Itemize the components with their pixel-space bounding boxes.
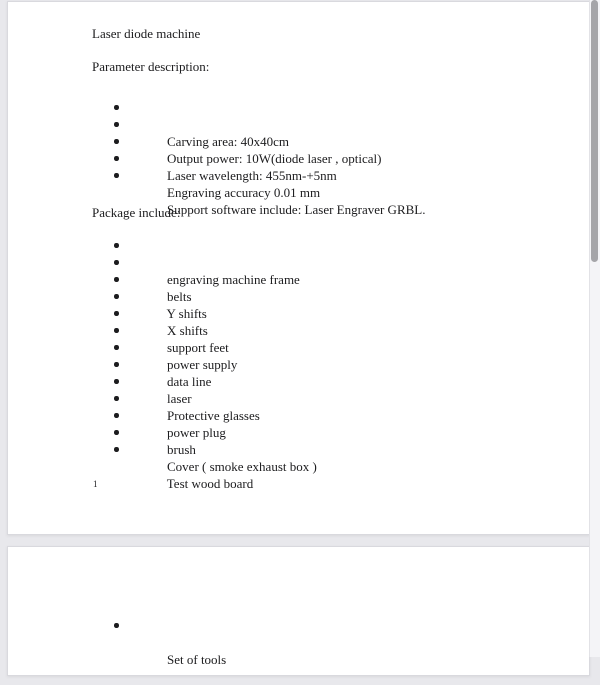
document-page-1	[7, 1, 590, 535]
package-heading: Package include:	[92, 205, 181, 220]
bullet-icon	[114, 156, 119, 161]
bullet-icon	[114, 260, 119, 265]
list-item-text: Support software include: Laser Engraver GRBL.	[167, 202, 426, 217]
package-list	[8, 237, 589, 491]
bullet-icon	[114, 311, 119, 316]
bullet-icon	[114, 430, 119, 435]
list-item-text: power supply	[167, 357, 238, 372]
parameter-heading: Parameter description:	[92, 59, 210, 74]
list-item-text: Test wood board	[166, 476, 254, 491]
bullet-icon	[114, 362, 119, 367]
bullet-icon	[114, 345, 119, 350]
page-number: 1	[93, 479, 98, 489]
bullet-icon	[114, 139, 119, 144]
bullet-icon	[114, 243, 119, 248]
list-item-text: support feet	[167, 340, 229, 355]
list-item	[8, 237, 589, 287]
list-item-text: Protective glasses	[167, 408, 260, 423]
list-item-text: laser	[167, 391, 192, 406]
list-item-text: Engraving accuracy 0.01 mm	[167, 185, 321, 200]
list-item	[8, 617, 589, 667]
list-item-text: Cover ( smoke exhaust box )	[167, 459, 317, 474]
bullet-icon	[114, 396, 119, 401]
scrollbar-track[interactable]	[589, 0, 600, 657]
list-item-text: brush	[167, 442, 196, 457]
bullet-icon	[114, 122, 119, 127]
list-item-text: X shifts	[167, 323, 208, 338]
bullet-icon	[114, 105, 119, 110]
list-item-text: Y shifts	[166, 306, 207, 321]
list-item-text: belts	[167, 289, 192, 304]
bullet-icon	[114, 294, 119, 299]
list-item-text: engraving machine frame	[167, 272, 300, 287]
bullet-icon	[114, 379, 119, 384]
bullet-icon	[114, 277, 119, 282]
bullet-icon	[114, 173, 119, 178]
bullet-icon	[114, 413, 119, 418]
list-item-text: data line	[167, 374, 212, 389]
bullet-icon	[114, 328, 119, 333]
list-item-text: Laser wavelength: 455nm-+5nm	[167, 168, 337, 183]
list-item	[8, 99, 589, 149]
bullet-icon	[114, 623, 119, 628]
list-item-text: Carving area: 40x40cm	[167, 134, 290, 149]
list-item-text: Output power: 10W(diode laser , optical)	[167, 151, 382, 166]
document-page-2	[7, 546, 590, 676]
list-item-text: Set of tools	[167, 652, 227, 667]
list-item-text: power plug	[167, 425, 226, 440]
scrollbar-thumb[interactable]	[591, 0, 598, 262]
bullet-icon	[114, 447, 119, 452]
page2-list	[8, 617, 589, 667]
document-title: Laser diode machine	[92, 26, 201, 41]
